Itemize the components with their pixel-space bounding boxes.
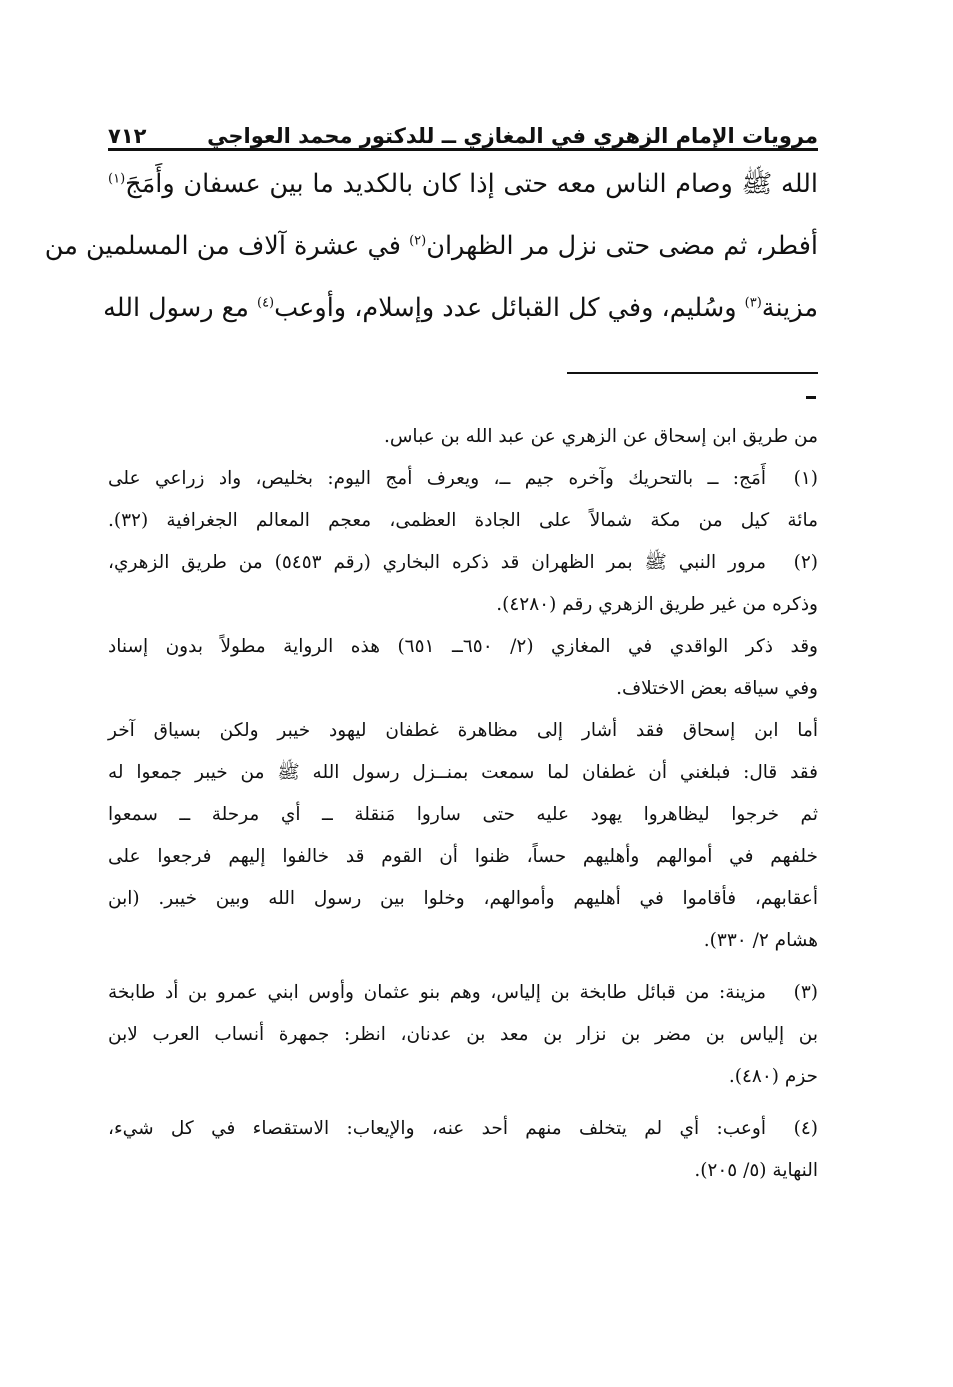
footnote-number: (٢) [793,552,818,573]
footnote-line: هشام ٢/ ٣٣٠). [703,930,818,951]
footnote-line: (٣) مزينة: من قبائل طابخة بن إلياس، وهم بنو عثمان وأوس ابني عمرو بن أد طابخة [108,972,818,1014]
footnote-line: وفي سياقه بعض الاختلاف. [616,678,818,699]
footnote-line: فقد قال: فبلغني أن غطفان لما سمعت بمنــزل رسول الله ﷺ من خيبر جمعوا له [108,762,818,783]
footnote-line: أعقابهم، فأقاموا في أهليهم وأموالهم، وخلوا بين رسول الله وبين خيبر. (ابن [108,888,818,909]
footnote-line: أما ابن إسحاق فقد أشار إلى مظاهرة غطفان ليهود خيبر ولكن بسياق آخر [108,720,818,741]
footnote-separator [567,372,818,374]
footnote-line: (١) أَمَج: ــ بالتحريك وآخره جيم ــ، ويعرف أمج اليوم: بخليص، واد زراعي على [108,458,818,500]
footnote-line: (٤) أوعب: أي لم يتخلف منهم أحد عنه، والإيعاب: الاستقصاء في كل شيء، [108,1108,818,1150]
footnote-line: خلفهم في أموالهم وأهليهم حساً، ظنوا أن القوم قد خالفوا إليهم فرجعوا على [108,846,818,867]
main-text [44,154,818,340]
footnote-line: النهاية (٥/ ٢٠٥). [694,1160,818,1181]
footnote-line: وقد ذكر الواقدي في المغازي (٢/ ٦٥٠ــ ٦٥١) هذه الرواية مطولاً بدون إسناد [108,636,818,657]
footnote-ref[interactable]: (١) [108,171,126,187]
main-line: الله ﷺ وصام الناس معه حتى إذا كان بالكديد ما بين عسفان وأَمَجَ$^{(١)}$ [108,169,818,200]
header-rule [108,148,818,151]
header-title: مرويات الإمام الزهري في المغازي ــ للدكتور محمد العواجي [207,124,818,148]
footnote-line: وذكره من غير طريق الزهري رقم (٤٢٨٠). [496,594,818,615]
main-line: أفطر، ثم مضى حتى نزل مر الظهران$^{(٢)}$ في عشرة آلاف من المسلمين من [44,231,818,262]
footnote-line: من طريق ابن إسحاق عن الزهري عن عبد الله بن عباس. [383,426,818,447]
footnote-number: (٤) [793,1118,818,1139]
footnote-number: (١) [793,468,818,489]
footnotes [108,416,818,1192]
footnote-line: بن إلياس بن مضر بن نزار بن معد بن عدنان، انظر: جمهرة أنساب العرب لابن [108,1024,818,1045]
footnote-continuation-mark [806,396,816,399]
footnote-line: ثم خرجوا ليظاهروا يهود عليه حتى ساروا مَنقلة ــ أي مرحلة ــ سمعوا [108,804,818,825]
footnote-ref[interactable]: (٢) [409,233,427,249]
footnote-number: (٣) [793,982,818,1003]
footnote-ref[interactable]: (٣) [744,295,762,311]
footnote-line: مائة كيل من مكة شمالاً على الجادة العظمى، معجم المعالم الجغرافية (٣٢). [108,510,818,531]
footnote-ref[interactable]: (٤) [256,295,275,311]
footnote-line: (٢) مرور النبي ﷺ بمر الظهران قد ذكره البخاري (رقم ٥٤٥٣) من طريق الزهري، [108,542,818,584]
main-line: مزينة$^{(٣)}$ وسُليم، وفي كل القبائل عدد وإسلام، وأوعب$^{(٤)}$ مع رسول الله [103,293,818,324]
running-header [108,112,818,148]
footnote-line: حزم (٤٨٠). [728,1066,818,1087]
page-number: ٧١٢ [108,124,147,148]
